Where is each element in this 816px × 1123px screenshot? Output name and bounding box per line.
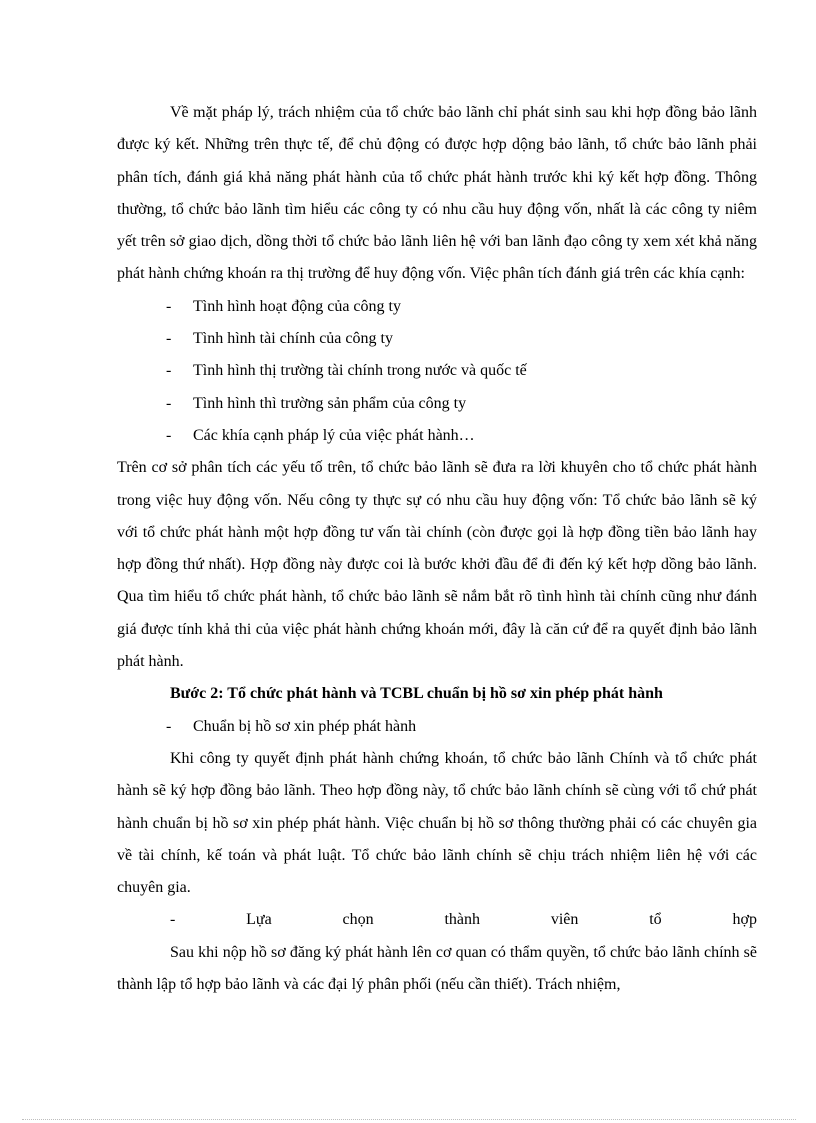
spread-word: - — [170, 911, 176, 929]
bullet-dash: - — [166, 297, 172, 315]
spread-word: hợp — [732, 911, 757, 929]
paragraph-legal-responsibility: Về mặt pháp lý, trách nhiệm của tổ chức bảo lãnh chỉ phát sinh sau khi hợp đồng bảo lãnh được ký kết. Những trên thực tế, để chủ động có được hợp dộng bảo lãnh, tổ chức bảo lãnh phải phân tích, đánh giá khả năng phát hành của tổ chức phát hành trước khi ký kết hợp đồng. Thông thường, tổ chức bảo lãnh tìm hiểu các công ty có nhu cầu huy động vốn, nhất là các công ty niêm yết trên sở giao dịch, dồng thời tổ chức bảo lãnh liên hệ với ban lãnh đạo công ty xem xét khả năng phát hành chứng khoán ra thị trường để huy động vốn. Việc phân tích đánh giá trên các khía cạnh: — [117, 104, 757, 283]
spread-word: tổ — [649, 911, 662, 929]
bullet-text: Tình hình tài chính của công ty — [193, 330, 393, 348]
bullet-text: Tình hình hoạt động của công ty — [193, 297, 401, 315]
spread-word: viên — [550, 911, 579, 929]
bullet-text: Chuẩn bị hồ sơ xin phép phát hành — [193, 717, 417, 735]
paragraph-underwriting-contract: Khi công ty quyết định phát hành chứng khoán, tổ chức bảo lãnh Chính và tổ chức phát hành sẽ ký hợp đồng bảo lãnh. Theo hợp đồng này, tổ chức bảo lãnh chính sẽ cùng với tổ chứ phát hành chuẩn bị hồ sơ xin phép phát hành. Việc chuẩn bị hồ sơ thông thường phải có các chuyên gia về tài chính, kế toán và phát luật. Tổ chức bảo lãnh chính sẽ chịu trách nhiệm liên hệ với các chuyên gia. — [117, 749, 757, 897]
bullet-item — [117, 711, 757, 743]
spread-line-select-members — [117, 904, 757, 936]
bullet-dash: - — [166, 330, 172, 348]
spread-word: thành — [444, 911, 481, 929]
bullet-item — [117, 388, 757, 420]
bullet-item — [117, 323, 757, 355]
page-bottom-divider — [22, 1119, 796, 1120]
bullet-item — [117, 291, 757, 323]
paragraph-syndicate-formation: Sau khi nộp hồ sơ đăng ký phát hành lên cơ quan có thẩm quyền, tổ chức bảo lãnh chính sẽ thành lập tổ hợp bảo lãnh và các đại lý phân phối (nếu cần thiết). Trách nhiệm, — [117, 943, 757, 994]
paragraph-analysis-advice: Trên cơ sở phân tích các yếu tố trên, tổ chức bảo lãnh sẽ đưa ra lời khuyên cho tổ chức phát hành trong việc huy động vốn. Nếu công ty thực sự có nhu cầu huy động vốn: Tổ chức bảo lãnh sẽ ký với tổ chức phát hành một hợp đồng tư vấn tài chính (còn được gọi là hợp đồng tiền bảo lãnh hay hợp đồng thứ nhất). Hợp đồng này được coi là bước khởi đầu để đi đến ký kết hợp dồng bảo lãnh. Qua tìm hiểu tổ chức phát hành, tổ chức bảo lãnh sẽ nắm bắt rõ tình hình tài chính cũng như đánh giá được tính khả thi của việc phát hành chứng khoán mới, đây là căn cứ để ra quyết định bảo lãnh phát hành. — [117, 459, 757, 671]
bullet-text: Các khía cạnh pháp lý của việc phát hành… — [193, 426, 475, 444]
bullet-dash: - — [166, 426, 172, 444]
bullet-item — [117, 355, 757, 387]
bullet-dash: - — [166, 717, 172, 735]
spread-word: Lựa — [246, 911, 272, 929]
bullet-dash: - — [166, 394, 172, 412]
document-page — [117, 97, 757, 1001]
bullet-dash: - — [166, 362, 172, 380]
step-2-heading: Bước 2: Tổ chức phát hành và TCBL chuẩn bị hồ sơ xin phép phát hành — [170, 685, 663, 703]
bullet-text: Tình hình thị trường tài chính trong nước và quốc tế — [193, 362, 527, 380]
spread-word: chọn — [342, 911, 374, 929]
bullet-text: Tình hình thì trường sản phẩm của công ty — [193, 394, 467, 412]
bullet-item — [117, 420, 757, 452]
